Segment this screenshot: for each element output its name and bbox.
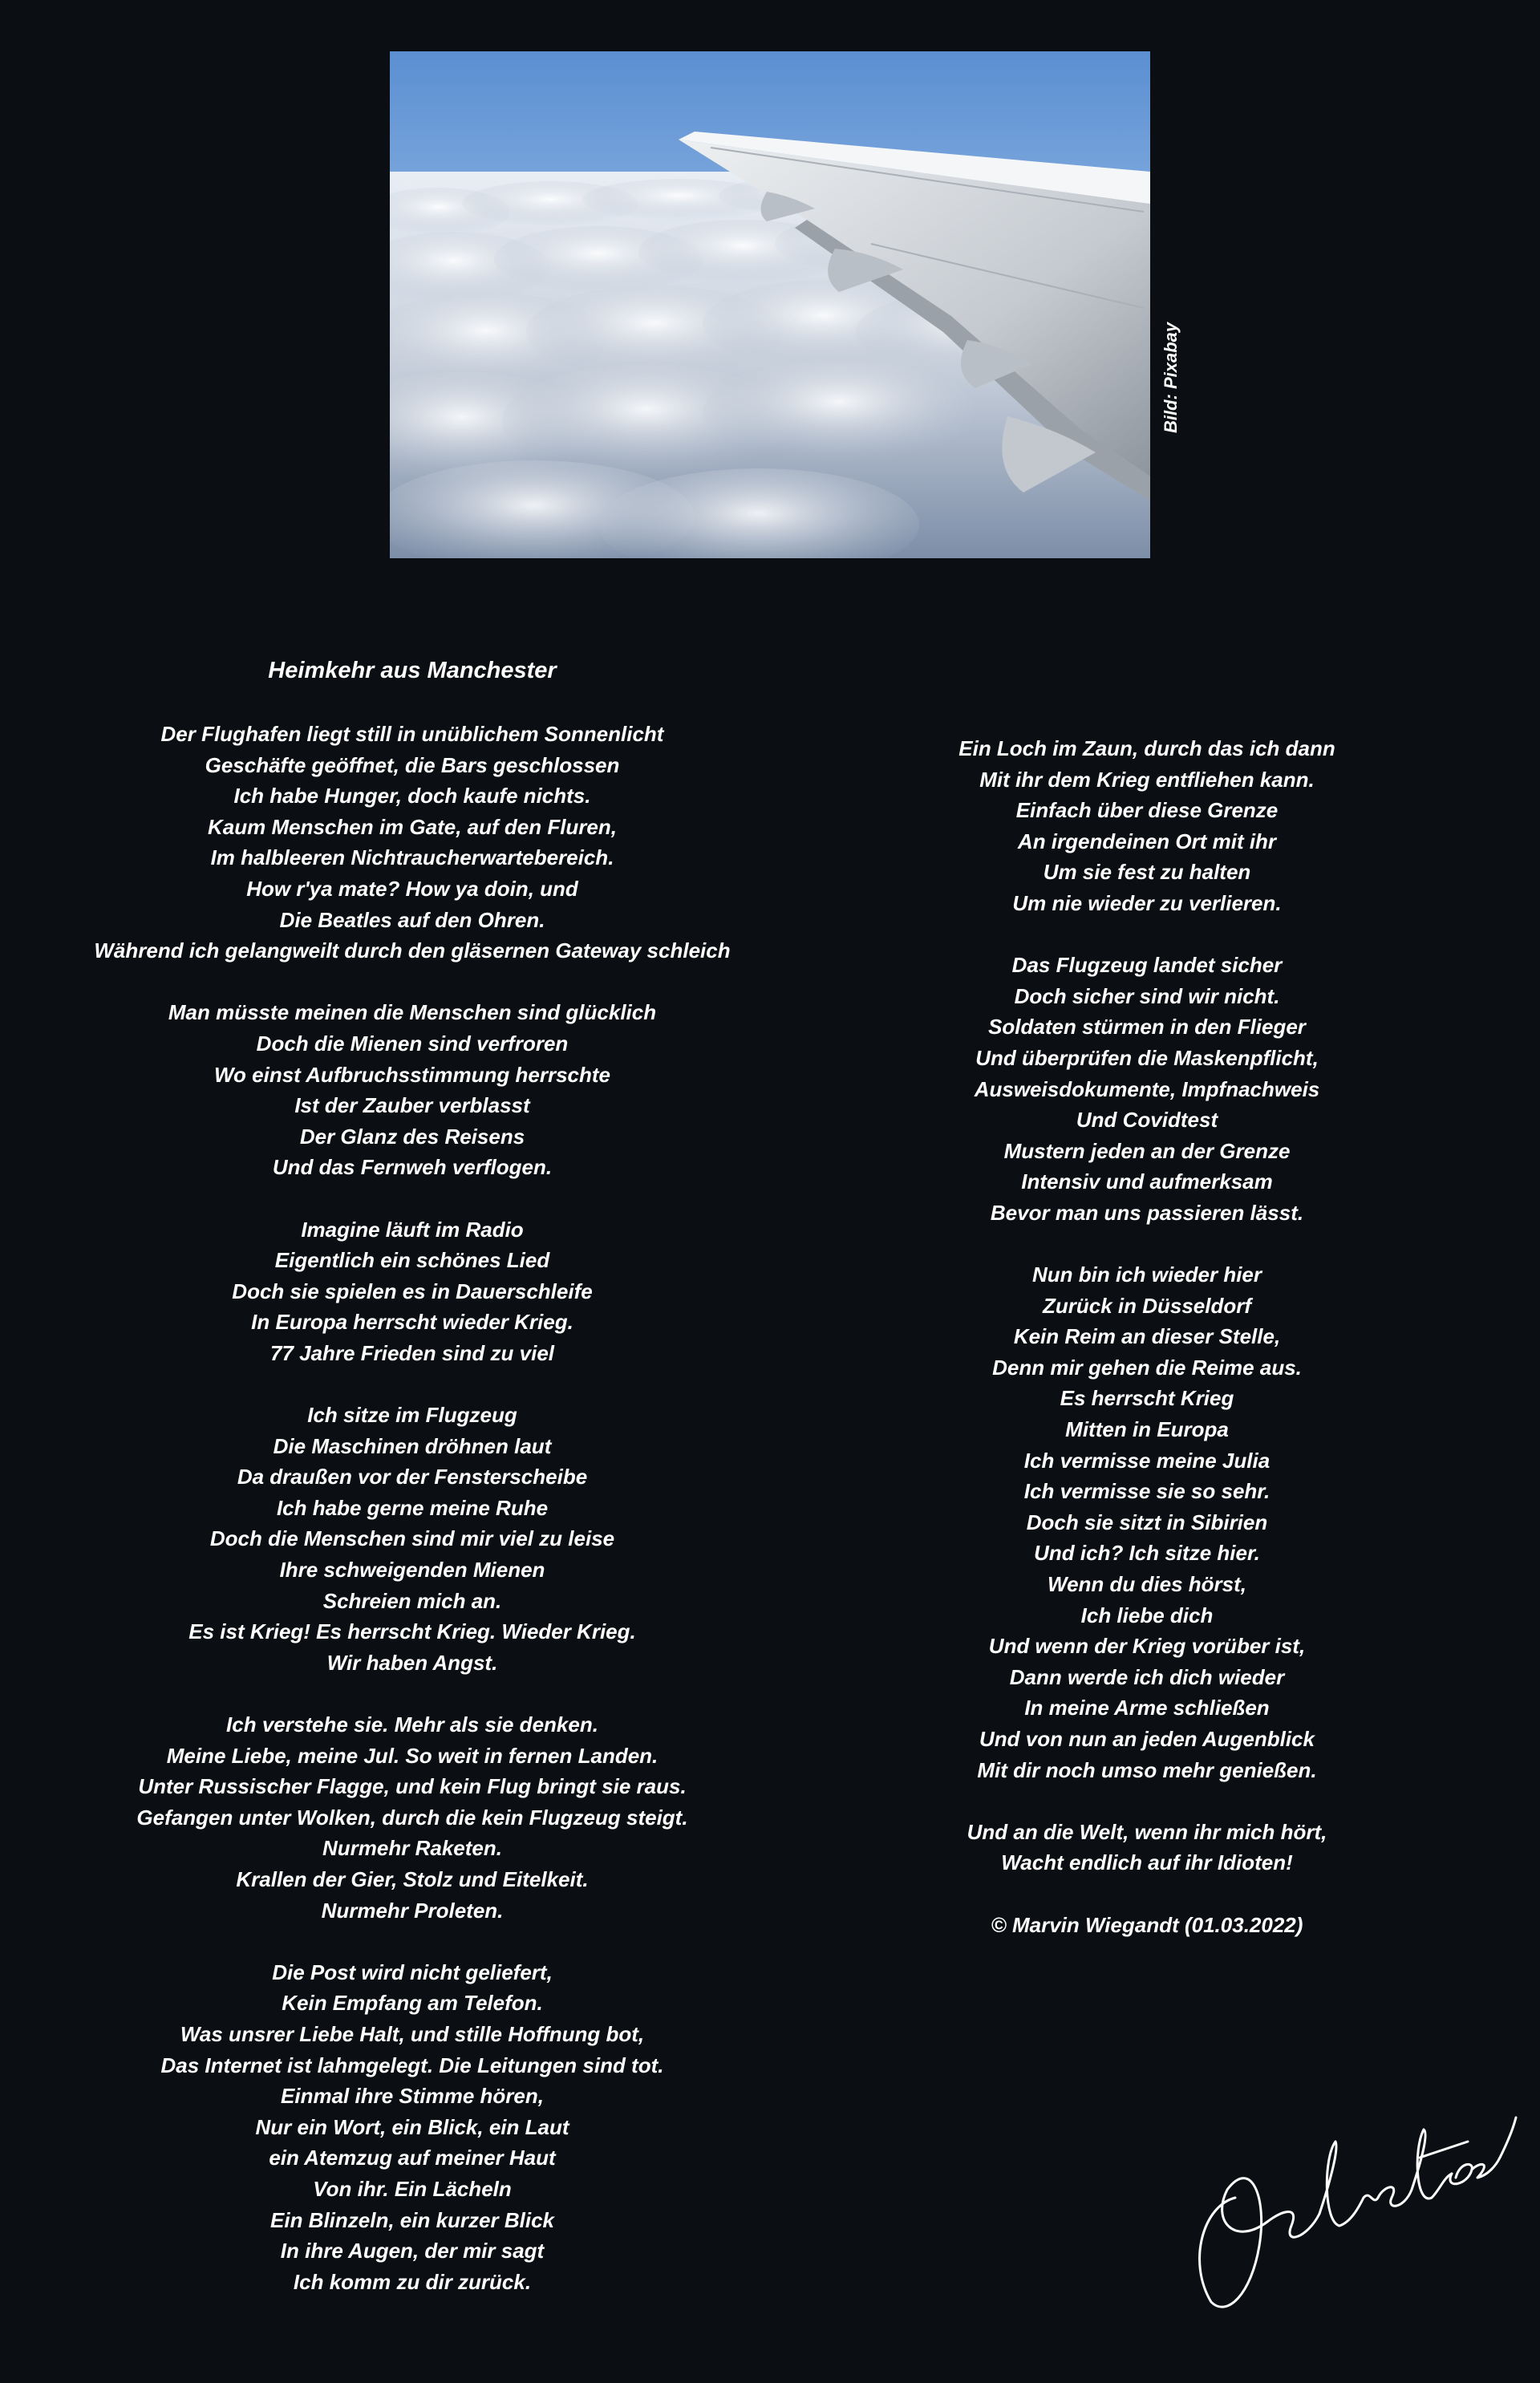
poem-line: Doch sicher sind wir nicht. [1014,983,1280,1008]
poem-line: Ihre schweigenden Mienen [279,1558,545,1583]
poem-line: Nun bin ich wieder hier [1031,1262,1262,1287]
poem-line: Man müsste meinen die Menschen sind glücklich [168,1000,657,1025]
poem-line: Das Internet ist lahmgelegt. Die Leitungen sind tot. [160,2053,664,2077]
poem-line: Eigentlich ein schönes Lied [274,1248,550,1273]
poem-line: Krallen der Gier, Stolz und Eitelkeit. [236,1866,589,1891]
poem-line: Soldaten stürmen in den Flieger [988,1015,1306,1040]
poem-line: Mit dir noch umso mehr genießen. [977,1757,1317,1782]
poem-line: Um nie wieder zu verlieren. [1012,890,1282,915]
poem-stanza [26,1709,799,1926]
poem-line: Einfach über diese Grenze [1015,798,1279,823]
poem-line: Doch sie sitzt in Sibirien [1026,1510,1268,1534]
poem-line: An irgendeinen Ort mit ihr [1017,829,1277,853]
poem-line: Die Post wird nicht geliefert, [272,1959,553,1984]
poem-stanza [922,950,1372,1228]
poem-stanza [922,1259,1372,1785]
poem-line: Und ich? Ich sitze hier. [1034,1541,1260,1566]
poem-line: Um sie fest zu halten [1043,860,1251,885]
poem-line: Einmal ihre Stimme hören, [281,2084,544,2109]
poem-line: Meine Liebe, meine Jul. So weit in fernen Landen. [166,1743,659,1768]
poem-line: Ich komm zu dir zurück. [293,2269,532,2294]
poem-line: In ihre Augen, der mir sagt [280,2239,545,2263]
poem-line: Intensiv und aufmerksam [1021,1169,1273,1194]
poem-line: Mitten in Europa [1065,1417,1229,1442]
poem-line: Imagine läuft im Radio [301,1217,524,1242]
poem-line: Ich sitze im Flugzeug [307,1403,517,1428]
poem-line: Doch die Mienen sind verfroren [256,1031,569,1056]
poem-line: Ich habe gerne meine Ruhe [276,1495,549,1520]
signature-gedichtezauber [1179,2085,1524,2326]
poem-line: Geschäfte geöffnet, die Bars geschlossen [205,752,620,777]
photo-illustration [390,51,1150,558]
poem-line: ein Atemzug auf meiner Haut [269,2146,556,2170]
poem-line: Nurmehr Raketen. [322,1836,502,1861]
poem-line: Kein Empfang am Telefon. [282,1991,543,2016]
poem-line: How r'ya mate? How ya doin, und [246,876,578,901]
poem-line: Ich vermisse meine Julia [1023,1448,1270,1473]
copyright-notice: © Marvin Wiegandt (01.03.2022) [991,1912,1303,1937]
poem-line: Der Glanz des Reisens [299,1124,525,1149]
poem-line: Nur ein Wort, ein Blick, ein Laut [255,2114,569,2139]
poem-line: Die Maschinen dröhnen laut [273,1433,552,1458]
poem-line: Doch sie spielen es in Dauerschleife [232,1279,593,1303]
poem-line: Was unsrer Liebe Halt, und stille Hoffnung bot, [180,2021,645,2046]
poem-line: Das Flugzeug landet sicher [1011,953,1283,978]
poem-line: Mustern jeden an der Grenze [1003,1138,1291,1163]
poem-line: Während ich gelangweilt durch den gläsernen Gateway schleich [94,938,731,963]
poem-line: Denn mir gehen die Reime aus. [992,1355,1302,1380]
poem-line: Der Flughafen liegt still in unüblichem Sonnenlicht [160,722,664,746]
poem-line: Bevor man uns passieren lässt. [990,1200,1304,1225]
poem-line: Ich verstehe sie. Mehr als sie denken. [226,1712,598,1737]
poem-line: In Europa herrscht wieder Krieg. [251,1310,573,1335]
poem-line: Kaum Menschen im Gate, auf den Fluren, [208,814,617,839]
poem-stanza [26,1214,799,1369]
poem-line: Zurück in Düsseldorf [1042,1293,1252,1318]
poem-line: Es ist Krieg! Es herrscht Krieg. Wieder Krieg. [188,1619,636,1644]
poem-line: Wir haben Angst. [326,1650,498,1675]
poem-line: Ich vermisse sie so sehr. [1023,1479,1270,1504]
poem-line: Da draußen vor der Fensterscheibe [237,1465,588,1489]
poem-line: Doch die Menschen sind mir viel zu leise [209,1526,615,1551]
poem-stanza [922,1817,1372,1878]
image-credit: Bild: Pixabay [1161,322,1181,433]
poem-line: Und wenn der Krieg vorüber ist, [988,1634,1306,1659]
poem-line: 77 Jahre Frieden sind zu viel [270,1340,555,1365]
poem-line: Mit ihr dem Krieg entfliehen kann. [979,767,1315,792]
poem-stanza [26,1957,799,2298]
poem-line: Und das Fernweh verflogen. [272,1155,553,1180]
poem-line: Ausweisdokumente, Impfnachweis [974,1076,1320,1101]
poem-title: Heimkehr aus Manchester [268,658,557,683]
poem-line: Von ihr. Ein Lächeln [313,2176,512,2201]
poem-line: Schreien mich an. [322,1588,502,1613]
poem-line: Ich liebe dich [1080,1603,1214,1627]
poem-stanza [26,997,799,1183]
poem-stanza [26,1400,799,1678]
poem-line: Gefangen unter Wolken, durch die kein Flugzeug steigt. [136,1805,688,1830]
poem-line: Die Beatles auf den Ohren. [279,907,545,932]
poem-line: Ein Loch im Zaun, durch das ich dann [958,736,1335,760]
poem-line: Und an die Welt, wenn ihr mich hört, [967,1819,1327,1844]
poem-line: Wo einst Aufbruchsstimmung herrschte [213,1062,611,1087]
poem-line: Kein Reim an dieser Stelle, [1013,1324,1281,1349]
poem-line: Dann werde ich dich wieder [1009,1664,1285,1689]
poem-line: Und Covidtest [1076,1108,1218,1133]
poem-line: Ein Blinzeln, ein kurzer Blick [270,2207,554,2232]
poem-line: Und von nun an jeden Augenblick [979,1727,1315,1751]
airplane-wing-photo [390,51,1150,558]
poem-stanza [922,733,1372,919]
poem-line: Ist der Zauber verblasst [294,1093,530,1118]
poem-line: Und überprüfen die Maskenpflicht, [975,1045,1319,1070]
poem-line: Unter Russischer Flagge, und kein Flug bringt sie raus. [138,1774,687,1799]
poem-line: In meine Arme schließen [1024,1696,1270,1720]
poem-left-column [26,653,799,2328]
poem-stanza [26,719,799,967]
poem-line: Es herrscht Krieg [1060,1386,1234,1411]
poem-line: Im halbleeren Nichtraucherwartebereich. [210,845,614,870]
poem-line: Wacht endlich auf ihr Idioten! [1001,1850,1293,1875]
poem-right-column [922,733,1372,1940]
poem-line: Nurmehr Proleten. [321,1898,504,1923]
poem-line: Ich habe Hunger, doch kaufe nichts. [233,784,591,809]
poem-line: Wenn du dies hörst, [1048,1572,1246,1597]
